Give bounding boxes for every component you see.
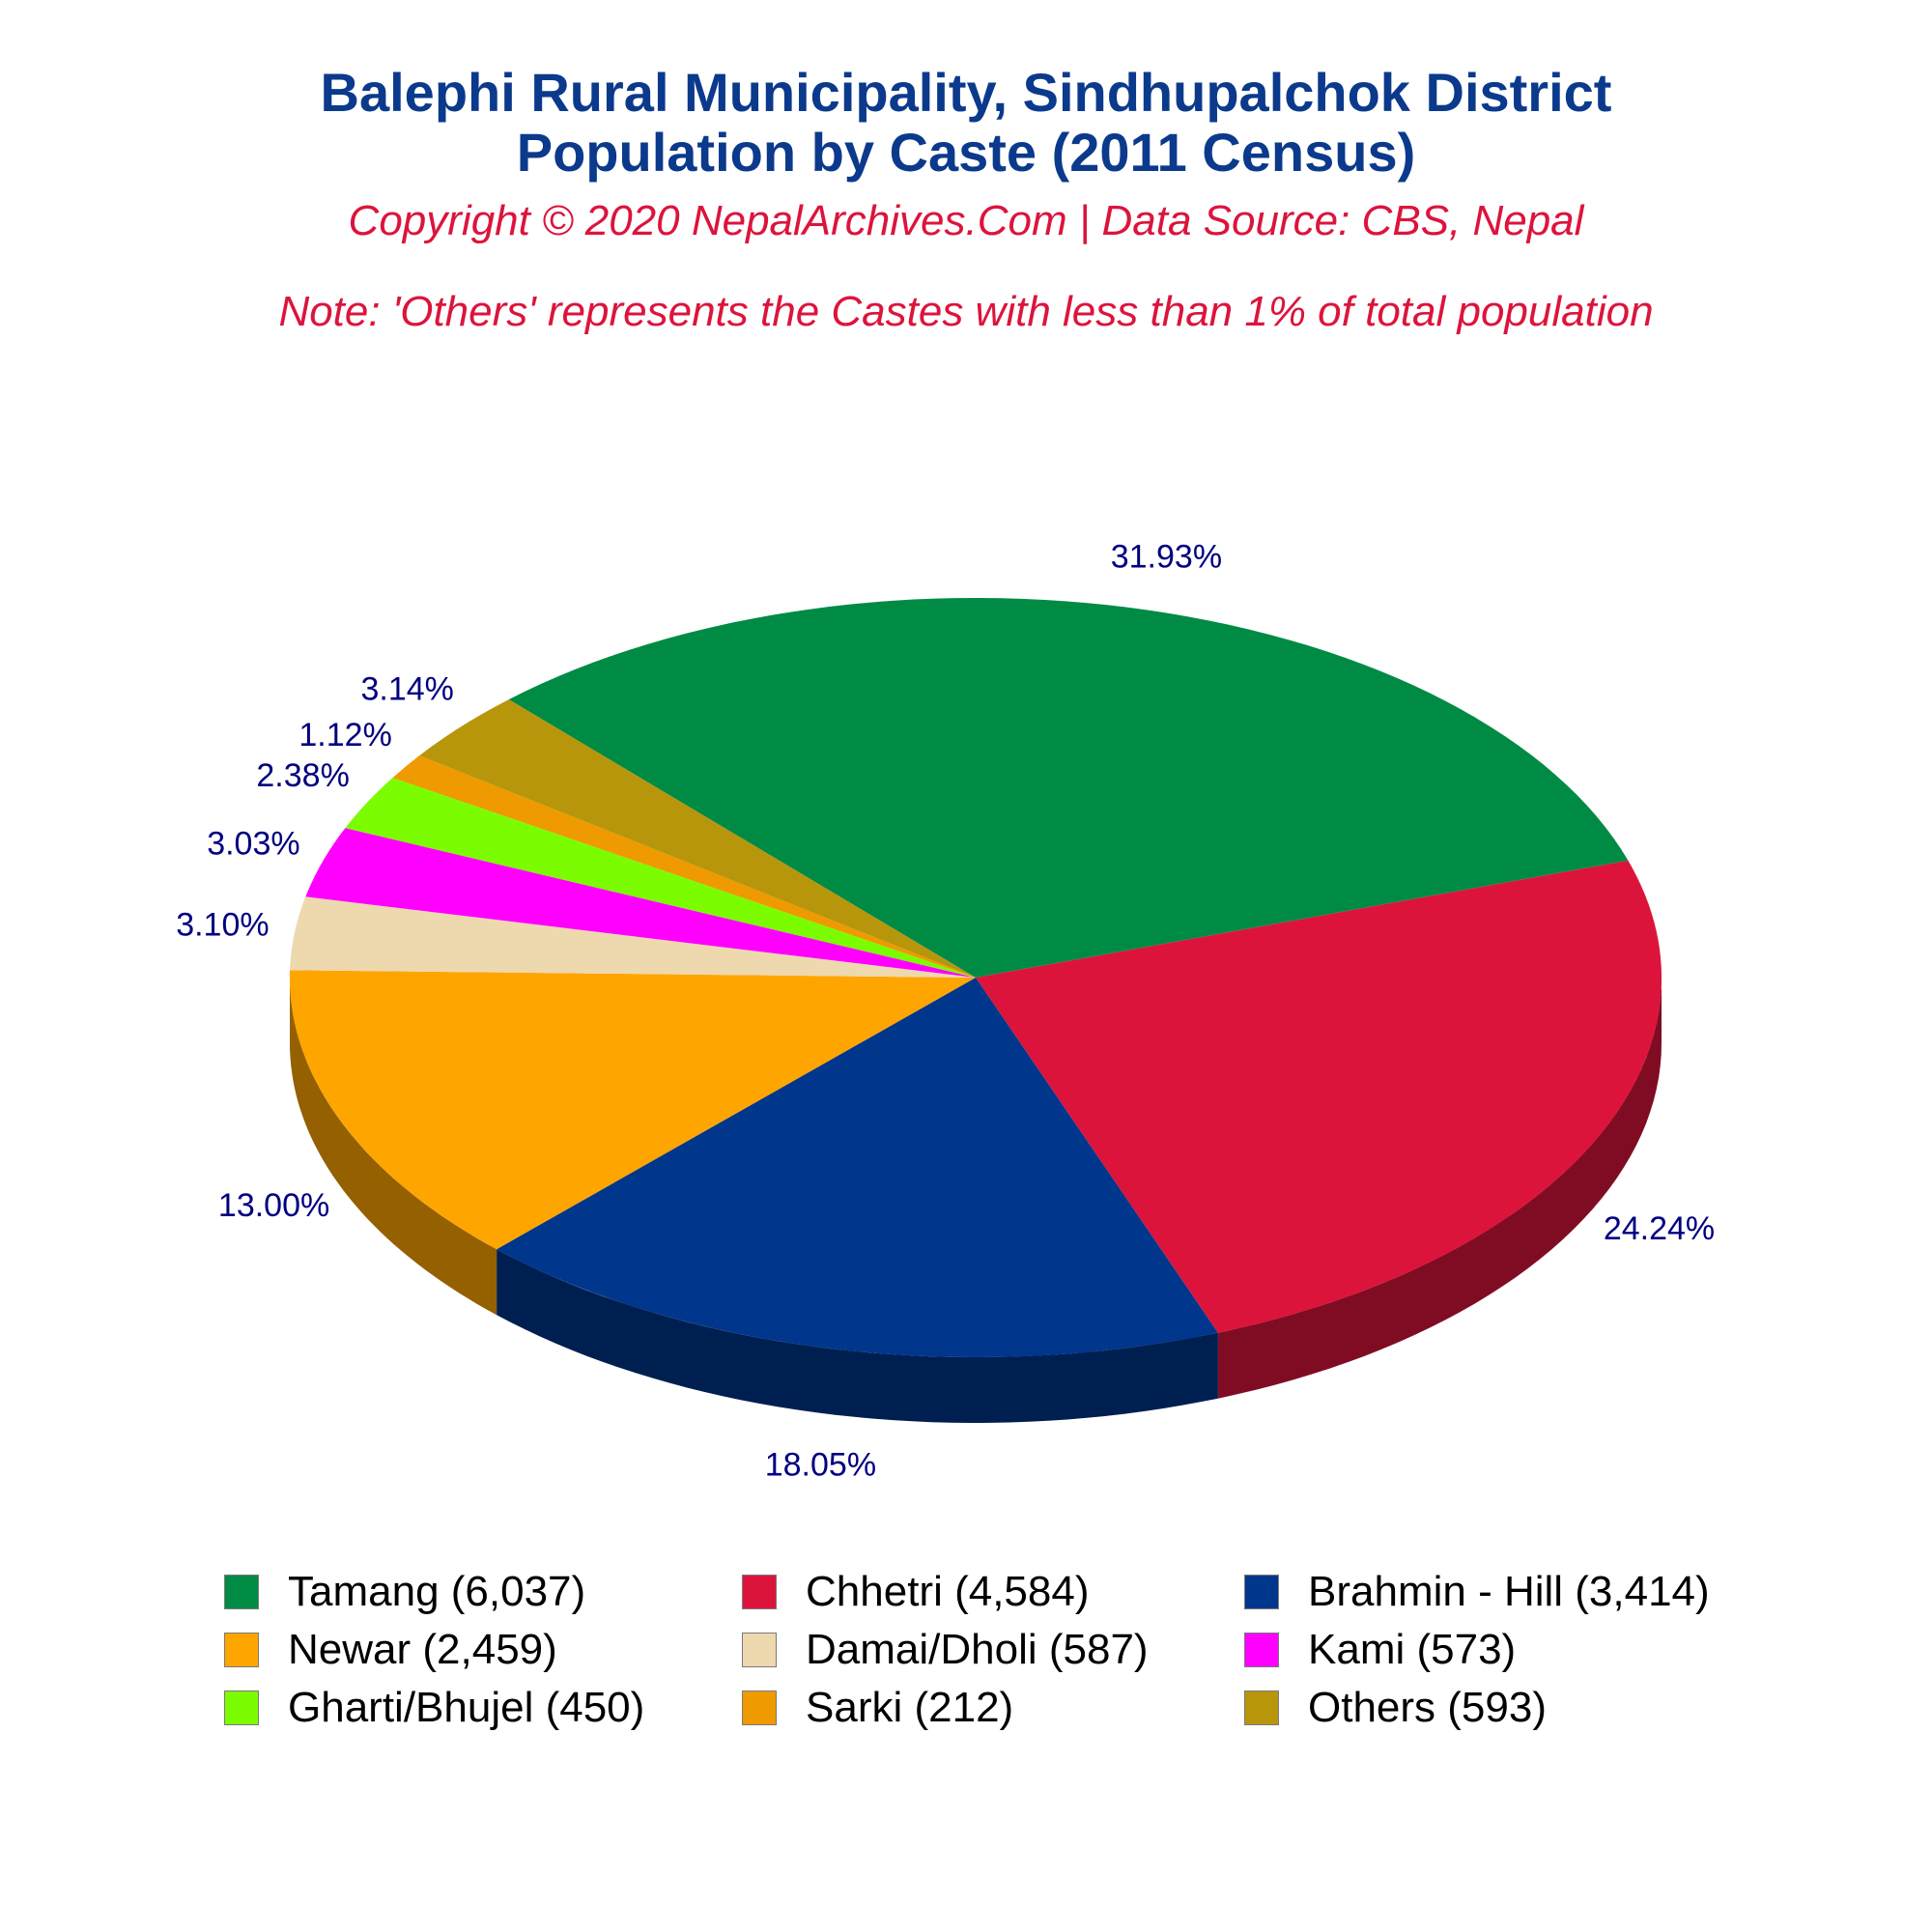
percent-label-7: 1.12% [298, 716, 392, 753]
legend-label: Gharti/Bhujel (450) [288, 1684, 645, 1731]
percent-label-6: 2.38% [256, 757, 350, 795]
legend-swatch [1244, 1633, 1279, 1667]
legend-label: Brahmin - Hill (3,414) [1308, 1568, 1710, 1615]
legend-label: Tamang (6,037) [288, 1568, 586, 1615]
percent-label-5: 3.03% [207, 825, 300, 863]
percent-label-3: 13.00% [217, 1186, 330, 1224]
percent-label-8: 3.14% [360, 670, 454, 708]
legend-swatch [742, 1690, 777, 1725]
legend-label: Damai/Dholi (587) [806, 1626, 1149, 1673]
legend-label: Kami (573) [1308, 1626, 1517, 1673]
chart-title-line-2: Population by Caste (2011 Census) [516, 122, 1416, 183]
chart-title-line-1: Balephi Rural Municipality, Sindhupalchok District [320, 62, 1612, 123]
percent-label-2: 18.05% [764, 1446, 877, 1484]
percent-label-0: 31.93% [1110, 538, 1223, 576]
copyright-subtitle: Copyright © 2020 NepalArchives.Com | Data Source: CBS, Nepal [348, 197, 1584, 244]
percent-label-4: 3.10% [176, 906, 270, 944]
percent-label-1: 24.24% [1603, 1210, 1716, 1248]
legend-swatch [1244, 1690, 1279, 1725]
legend-label: Others (593) [1308, 1684, 1547, 1731]
legend-swatch [224, 1575, 259, 1609]
legend-label: Sarki (212) [806, 1684, 1014, 1731]
legend-swatch [224, 1690, 259, 1725]
legend-label: Chhetri (4,584) [806, 1568, 1090, 1615]
note-text: Note: 'Others' represents the Castes with less than 1% of total population [278, 288, 1654, 335]
legend-swatch [1244, 1575, 1279, 1609]
legend-swatch [742, 1575, 777, 1609]
legend-label: Newar (2,459) [288, 1626, 557, 1673]
legend-swatch [224, 1633, 259, 1667]
legend-swatch [742, 1633, 777, 1667]
pie-top-layer [290, 598, 1662, 1357]
